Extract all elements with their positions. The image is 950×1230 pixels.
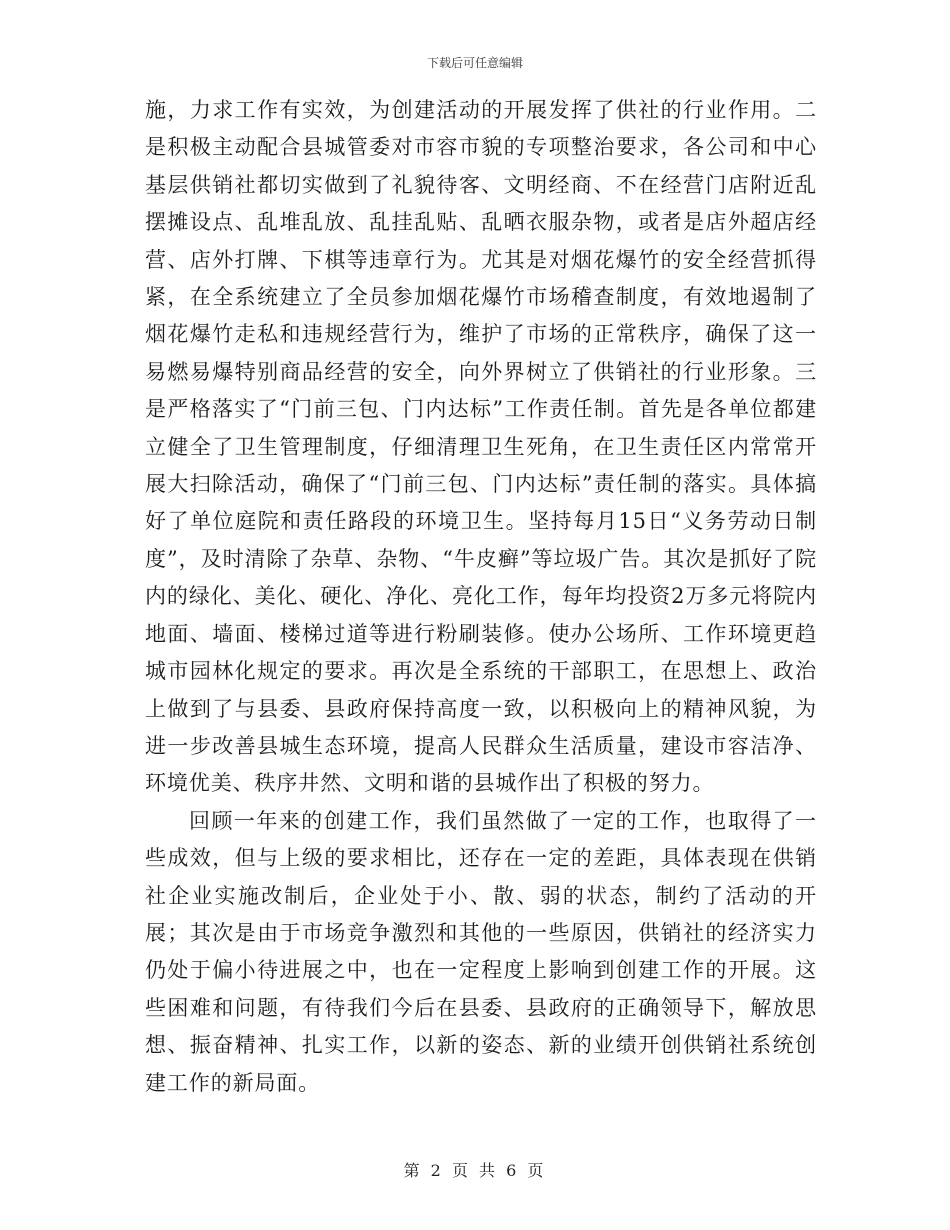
document-body bbox=[145, 92, 817, 1102]
header-note: 下载后可任意编辑 bbox=[426, 56, 523, 70]
page-number: 第 2 页 共 6 页 bbox=[403, 1161, 547, 1180]
body-paragraph-2: 回顾一年来的创建工作，我们虽然做了一定的工作，也取得了一些成效，但与上级的要求相比，还存在一定的差距，具体表现在供销社企业实施改制后，企业处于小、散、弱的状态，制约了活动的开展；其次是由于市场竞争激烈和其他的一些原因，供销社的经济实力仍处于偏小待进展之中，也在一定程度上影响到创建工作的开展。这些困难和问题，有待我们今后在县委、县政府的正确领导下，解放思想、振奋精神、扎实工作，以新的姿态、新的业绩开创供销社系统创建工作的新局面。 bbox=[145, 808, 817, 1095]
body-paragraph-1: 施，力求工作有实效，为创建活动的开展发挥了供社的行业作用。二是积极主动配合县城管委对市容市貌的专项整治要求，各公司和中心基层供销社都切实做到了礼貌待客、文明经商、不在经营门店附近乱摆摊设点、乱堆乱放、乱挂乱贴、乱晒衣服杂物，或者是店外超店经营、店外打牌、下棋等违章行为。尤其是对烟花爆竹的安全经营抓得紧，在全系统建立了全员参加烟花爆竹市场稽查制度，有效地遏制了烟花爆竹走私和违规经营行为，维护了市场的正常秩序，确保了这一易燃易爆特别商品经营的安全，向外界树立了供销社的行业形象。三是严格落实了“门前三包、门内达标”工作责任制。首先是各单位都建立健全了卫生管理制度，仔细清理卫生死角，在卫生责任区内常常开展大扫除活动，确保了“门前三包、门内达标”责任制的落实。具体搞好了单位庭院和责任路段的环境卫生。坚持每月15日“义务劳动日制度”，及时清除了杂草、杂物、“牛皮癣”等垃圾广告。其次是抓好了院内的绿化、美化、硬化、净化、亮化工作，每年均投资2万多元将院内地面、墙面、楼梯过道等进行粉刷装修。使办公场所、工作环境更趋城市园林化规定的要求。再次是全系统的干部职工，在思想上、政治上做到了与县委、县政府保持高度一致，以积极向上的精神风貌，为进一步改善县城生态环境，提高人民群众生活质量，建设市容洁净、环境优美、秩序井然、文明和谐的县城作出了积极的努力。 bbox=[145, 98, 817, 796]
